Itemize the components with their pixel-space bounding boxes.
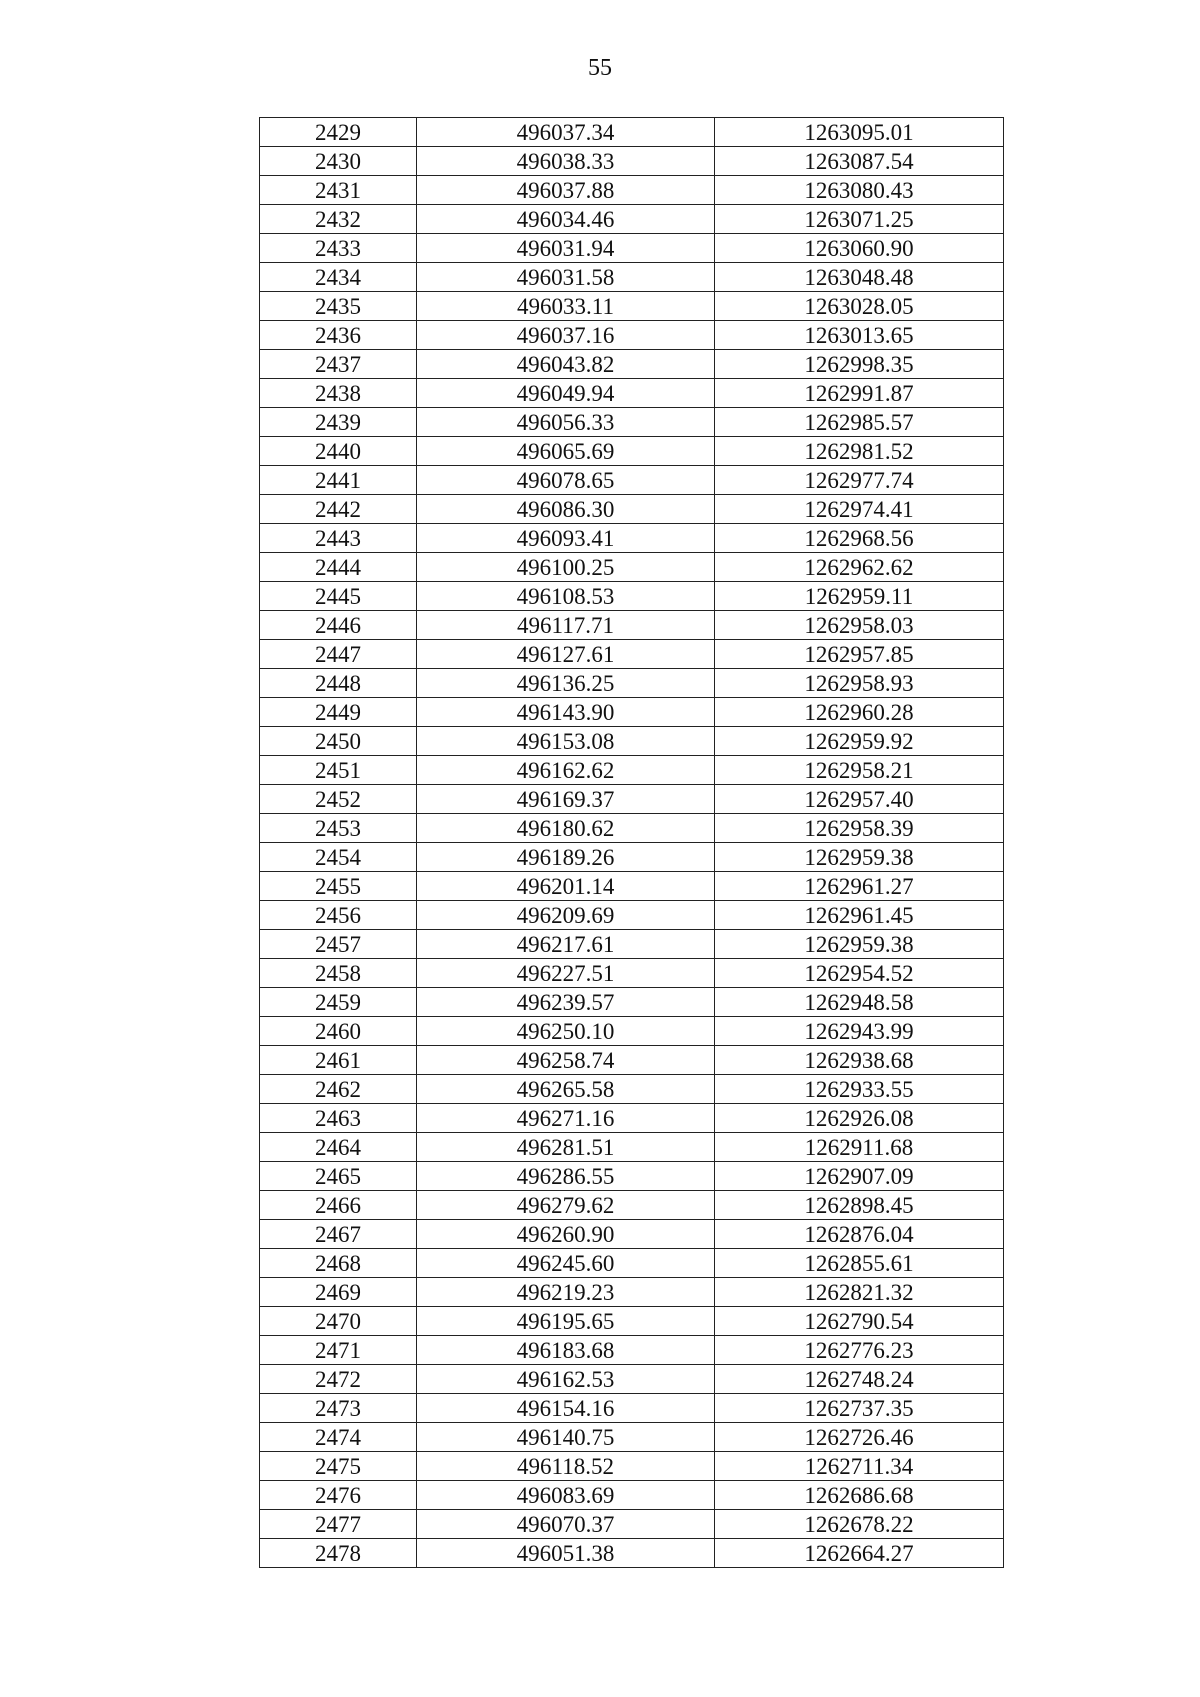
table-row: [260, 379, 1004, 408]
table-row: [260, 1336, 1004, 1365]
x-coordinate-cell: 496086.30: [417, 495, 715, 524]
x-coordinate-cell: 496227.51: [417, 959, 715, 988]
point-number-cell: 2430: [260, 147, 417, 176]
y-coordinate-cell: 1262711.34: [715, 1452, 1004, 1481]
point-number-cell: 2438: [260, 379, 417, 408]
x-coordinate-cell: 496189.26: [417, 843, 715, 872]
x-coordinate-cell: 496043.82: [417, 350, 715, 379]
x-coordinate-cell: 496136.25: [417, 669, 715, 698]
x-coordinate-cell: 496127.61: [417, 640, 715, 669]
point-number-cell: 2474: [260, 1423, 417, 1452]
table-row: [260, 727, 1004, 756]
x-coordinate-cell: 496056.33: [417, 408, 715, 437]
point-number-cell: 2469: [260, 1278, 417, 1307]
x-coordinate-cell: 496049.94: [417, 379, 715, 408]
y-coordinate-cell: 1263028.05: [715, 292, 1004, 321]
y-coordinate-cell: 1262726.46: [715, 1423, 1004, 1452]
table-row: [260, 1539, 1004, 1568]
y-coordinate-cell: 1262686.68: [715, 1481, 1004, 1510]
y-coordinate-cell: 1262926.08: [715, 1104, 1004, 1133]
y-coordinate-cell: 1262748.24: [715, 1365, 1004, 1394]
point-number-cell: 2463: [260, 1104, 417, 1133]
y-coordinate-cell: 1262977.74: [715, 466, 1004, 495]
table-row: [260, 350, 1004, 379]
point-number-cell: 2433: [260, 234, 417, 263]
table-row: [260, 118, 1004, 147]
x-coordinate-cell: 496286.55: [417, 1162, 715, 1191]
x-coordinate-cell: 496201.14: [417, 872, 715, 901]
y-coordinate-cell: 1262821.32: [715, 1278, 1004, 1307]
y-coordinate-cell: 1262985.57: [715, 408, 1004, 437]
y-coordinate-cell: 1262911.68: [715, 1133, 1004, 1162]
y-coordinate-cell: 1262960.28: [715, 698, 1004, 727]
y-coordinate-cell: 1263087.54: [715, 147, 1004, 176]
y-coordinate-cell: 1263095.01: [715, 118, 1004, 147]
table-row: [260, 1249, 1004, 1278]
table-row: [260, 959, 1004, 988]
table-row: [260, 408, 1004, 437]
y-coordinate-cell: 1262958.39: [715, 814, 1004, 843]
point-number-cell: 2477: [260, 1510, 417, 1539]
x-coordinate-cell: 496051.38: [417, 1539, 715, 1568]
point-number-cell: 2440: [260, 437, 417, 466]
point-number-cell: 2465: [260, 1162, 417, 1191]
y-coordinate-cell: 1262737.35: [715, 1394, 1004, 1423]
y-coordinate-cell: 1262961.45: [715, 901, 1004, 930]
y-coordinate-cell: 1262943.99: [715, 1017, 1004, 1046]
x-coordinate-cell: 496239.57: [417, 988, 715, 1017]
point-number-cell: 2434: [260, 263, 417, 292]
x-coordinate-cell: 496258.74: [417, 1046, 715, 1075]
point-number-cell: 2478: [260, 1539, 417, 1568]
table-row: [260, 611, 1004, 640]
point-number-cell: 2435: [260, 292, 417, 321]
x-coordinate-cell: 496245.60: [417, 1249, 715, 1278]
x-coordinate-cell: 496037.88: [417, 176, 715, 205]
y-coordinate-cell: 1262954.52: [715, 959, 1004, 988]
x-coordinate-cell: 496217.61: [417, 930, 715, 959]
x-coordinate-cell: 496260.90: [417, 1220, 715, 1249]
table-row: [260, 669, 1004, 698]
x-coordinate-cell: 496031.58: [417, 263, 715, 292]
y-coordinate-cell: 1262938.68: [715, 1046, 1004, 1075]
y-coordinate-cell: 1263048.48: [715, 263, 1004, 292]
y-coordinate-cell: 1262957.40: [715, 785, 1004, 814]
coordinates-table: [259, 117, 1004, 1568]
point-number-cell: 2429: [260, 118, 417, 147]
y-coordinate-cell: 1262958.21: [715, 756, 1004, 785]
x-coordinate-cell: 496038.33: [417, 147, 715, 176]
point-number-cell: 2462: [260, 1075, 417, 1104]
x-coordinate-cell: 496265.58: [417, 1075, 715, 1104]
x-coordinate-cell: 496154.16: [417, 1394, 715, 1423]
x-coordinate-cell: 496117.71: [417, 611, 715, 640]
x-coordinate-cell: 496279.62: [417, 1191, 715, 1220]
point-number-cell: 2452: [260, 785, 417, 814]
table-row: [260, 640, 1004, 669]
table-row: [260, 843, 1004, 872]
point-number-cell: 2473: [260, 1394, 417, 1423]
x-coordinate-cell: 496162.53: [417, 1365, 715, 1394]
x-coordinate-cell: 496153.08: [417, 727, 715, 756]
table-row: [260, 147, 1004, 176]
table-row: [260, 263, 1004, 292]
point-number-cell: 2445: [260, 582, 417, 611]
table-row: [260, 176, 1004, 205]
table-row: [260, 437, 1004, 466]
table-row: [260, 872, 1004, 901]
y-coordinate-cell: 1262948.58: [715, 988, 1004, 1017]
point-number-cell: 2475: [260, 1452, 417, 1481]
point-number-cell: 2442: [260, 495, 417, 524]
page-number: 55: [588, 55, 612, 81]
y-coordinate-cell: 1262898.45: [715, 1191, 1004, 1220]
point-number-cell: 2444: [260, 553, 417, 582]
x-coordinate-cell: 496271.16: [417, 1104, 715, 1133]
table-row: [260, 1220, 1004, 1249]
point-number-cell: 2455: [260, 872, 417, 901]
y-coordinate-cell: 1262907.09: [715, 1162, 1004, 1191]
point-number-cell: 2456: [260, 901, 417, 930]
y-coordinate-cell: 1262958.03: [715, 611, 1004, 640]
point-number-cell: 2476: [260, 1481, 417, 1510]
table-row: [260, 234, 1004, 263]
point-number-cell: 2432: [260, 205, 417, 234]
x-coordinate-cell: 496083.69: [417, 1481, 715, 1510]
y-coordinate-cell: 1263060.90: [715, 234, 1004, 263]
point-number-cell: 2431: [260, 176, 417, 205]
y-coordinate-cell: 1262959.38: [715, 843, 1004, 872]
table-row: [260, 1017, 1004, 1046]
point-number-cell: 2457: [260, 930, 417, 959]
x-coordinate-cell: 496037.16: [417, 321, 715, 350]
x-coordinate-cell: 496065.69: [417, 437, 715, 466]
x-coordinate-cell: 496140.75: [417, 1423, 715, 1452]
y-coordinate-cell: 1263080.43: [715, 176, 1004, 205]
table-row: [260, 1452, 1004, 1481]
point-number-cell: 2459: [260, 988, 417, 1017]
x-coordinate-cell: 496250.10: [417, 1017, 715, 1046]
point-number-cell: 2450: [260, 727, 417, 756]
y-coordinate-cell: 1262876.04: [715, 1220, 1004, 1249]
point-number-cell: 2439: [260, 408, 417, 437]
x-coordinate-cell: 496183.68: [417, 1336, 715, 1365]
table-row: [260, 292, 1004, 321]
table-row: [260, 582, 1004, 611]
x-coordinate-cell: 496180.62: [417, 814, 715, 843]
table-row: [260, 1075, 1004, 1104]
point-number-cell: 2468: [260, 1249, 417, 1278]
table-row: [260, 930, 1004, 959]
point-number-cell: 2446: [260, 611, 417, 640]
y-coordinate-cell: 1262968.56: [715, 524, 1004, 553]
y-coordinate-cell: 1262790.54: [715, 1307, 1004, 1336]
x-coordinate-cell: 496033.11: [417, 292, 715, 321]
y-coordinate-cell: 1262962.62: [715, 553, 1004, 582]
y-coordinate-cell: 1262981.52: [715, 437, 1004, 466]
point-number-cell: 2448: [260, 669, 417, 698]
x-coordinate-cell: 496070.37: [417, 1510, 715, 1539]
table-row: [260, 1481, 1004, 1510]
y-coordinate-cell: 1262776.23: [715, 1336, 1004, 1365]
table-body: [260, 118, 1004, 1568]
table-row: [260, 553, 1004, 582]
table-row: [260, 1278, 1004, 1307]
x-coordinate-cell: 496281.51: [417, 1133, 715, 1162]
table-row: [260, 1104, 1004, 1133]
y-coordinate-cell: 1263071.25: [715, 205, 1004, 234]
y-coordinate-cell: 1262961.27: [715, 872, 1004, 901]
table-row: [260, 321, 1004, 350]
y-coordinate-cell: 1262678.22: [715, 1510, 1004, 1539]
y-coordinate-cell: 1263013.65: [715, 321, 1004, 350]
x-coordinate-cell: 496162.62: [417, 756, 715, 785]
y-coordinate-cell: 1262959.38: [715, 930, 1004, 959]
y-coordinate-cell: 1262664.27: [715, 1539, 1004, 1568]
point-number-cell: 2453: [260, 814, 417, 843]
y-coordinate-cell: 1262855.61: [715, 1249, 1004, 1278]
table-row: [260, 466, 1004, 495]
point-number-cell: 2458: [260, 959, 417, 988]
point-number-cell: 2454: [260, 843, 417, 872]
point-number-cell: 2449: [260, 698, 417, 727]
table-row: [260, 1510, 1004, 1539]
table-row: [260, 205, 1004, 234]
table-row: [260, 1423, 1004, 1452]
point-number-cell: 2447: [260, 640, 417, 669]
table-row: [260, 1191, 1004, 1220]
point-number-cell: 2436: [260, 321, 417, 350]
x-coordinate-cell: 496078.65: [417, 466, 715, 495]
y-coordinate-cell: 1262958.93: [715, 669, 1004, 698]
x-coordinate-cell: 496034.46: [417, 205, 715, 234]
y-coordinate-cell: 1262959.11: [715, 582, 1004, 611]
point-number-cell: 2466: [260, 1191, 417, 1220]
point-number-cell: 2451: [260, 756, 417, 785]
table-row: [260, 988, 1004, 1017]
x-coordinate-cell: 496209.69: [417, 901, 715, 930]
table-row: [260, 1365, 1004, 1394]
table-row: [260, 524, 1004, 553]
table-row: [260, 1307, 1004, 1336]
y-coordinate-cell: 1262974.41: [715, 495, 1004, 524]
point-number-cell: 2461: [260, 1046, 417, 1075]
x-coordinate-cell: 496108.53: [417, 582, 715, 611]
point-number-cell: 2443: [260, 524, 417, 553]
table-row: [260, 1133, 1004, 1162]
point-number-cell: 2437: [260, 350, 417, 379]
y-coordinate-cell: 1262998.35: [715, 350, 1004, 379]
table-row: [260, 698, 1004, 727]
x-coordinate-cell: 496031.94: [417, 234, 715, 263]
x-coordinate-cell: 496169.37: [417, 785, 715, 814]
table-row: [260, 785, 1004, 814]
point-number-cell: 2464: [260, 1133, 417, 1162]
point-number-cell: 2470: [260, 1307, 417, 1336]
table-row: [260, 814, 1004, 843]
point-number-cell: 2471: [260, 1336, 417, 1365]
point-number-cell: 2472: [260, 1365, 417, 1394]
x-coordinate-cell: 496143.90: [417, 698, 715, 727]
table-row: [260, 1162, 1004, 1191]
x-coordinate-cell: 496037.34: [417, 118, 715, 147]
table-row: [260, 901, 1004, 930]
table-row: [260, 1046, 1004, 1075]
point-number-cell: 2460: [260, 1017, 417, 1046]
x-coordinate-cell: 496219.23: [417, 1278, 715, 1307]
x-coordinate-cell: 496195.65: [417, 1307, 715, 1336]
y-coordinate-cell: 1262959.92: [715, 727, 1004, 756]
y-coordinate-cell: 1262933.55: [715, 1075, 1004, 1104]
x-coordinate-cell: 496100.25: [417, 553, 715, 582]
y-coordinate-cell: 1262957.85: [715, 640, 1004, 669]
point-number-cell: 2441: [260, 466, 417, 495]
x-coordinate-cell: 496118.52: [417, 1452, 715, 1481]
table-row: [260, 756, 1004, 785]
table-row: [260, 495, 1004, 524]
x-coordinate-cell: 496093.41: [417, 524, 715, 553]
table-row: [260, 1394, 1004, 1423]
point-number-cell: 2467: [260, 1220, 417, 1249]
y-coordinate-cell: 1262991.87: [715, 379, 1004, 408]
